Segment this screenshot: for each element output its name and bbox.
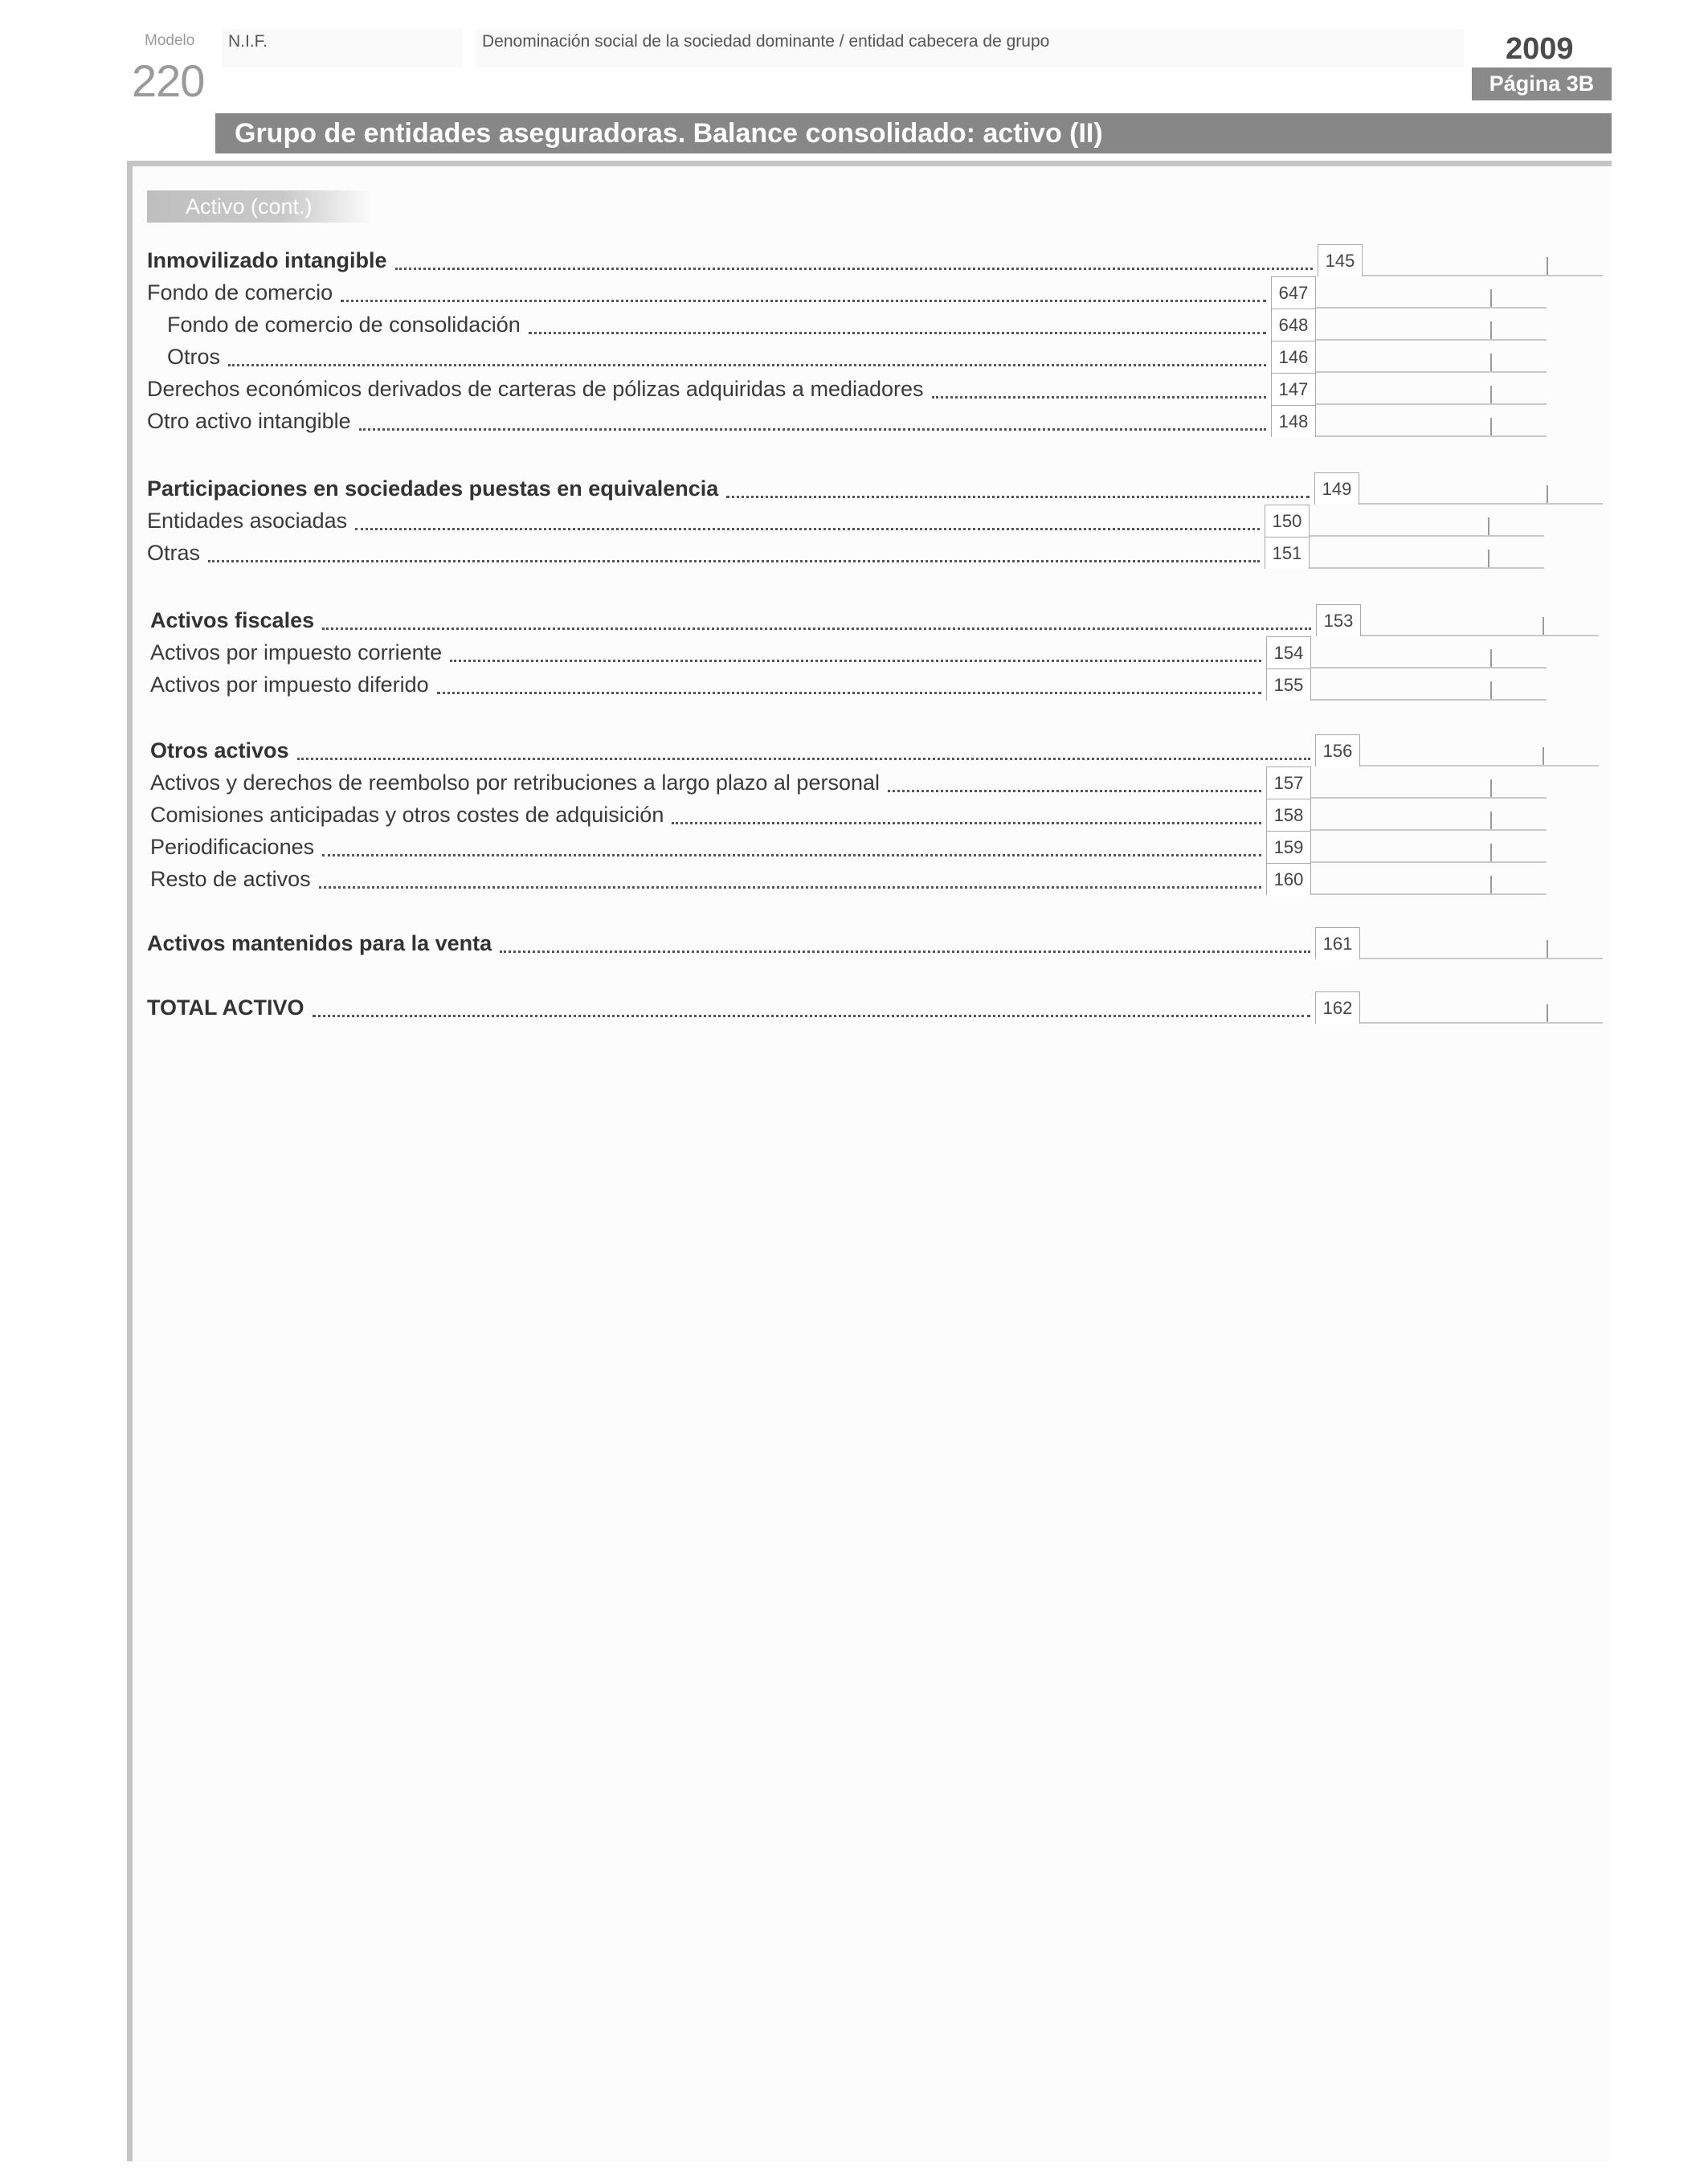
decimal-separator-tick	[1490, 321, 1492, 339]
form-row	[0, 472, 1708, 505]
form-year: 2009	[1506, 32, 1574, 66]
box-code: 647	[1271, 276, 1316, 309]
leader-dots	[726, 496, 1310, 498]
box-code: 159	[1266, 831, 1311, 863]
form-row	[0, 604, 1708, 636]
leader-dots	[437, 692, 1261, 694]
leader-dots	[297, 758, 1310, 760]
modelo-number: 220	[132, 55, 205, 106]
leader-dots	[932, 396, 1266, 399]
form-row	[0, 505, 1708, 537]
box-code: 153	[1316, 604, 1361, 636]
row-label: Activos por impuesto corriente	[150, 640, 443, 664]
row-label: Activos y derechos de reembolso por retribuciones a largo plazo al personal	[150, 771, 880, 795]
decimal-separator-tick	[1547, 1004, 1548, 1022]
box-code: 146	[1271, 341, 1316, 373]
box-code: 157	[1266, 767, 1311, 799]
decimal-separator-tick	[1490, 811, 1492, 829]
box-code: 648	[1271, 309, 1316, 341]
box-code: 160	[1266, 863, 1311, 895]
amount-field[interactable]	[1310, 567, 1544, 569]
decimal-separator-tick	[1547, 940, 1548, 958]
amount-field[interactable]	[1360, 1022, 1603, 1024]
form-row	[0, 831, 1708, 863]
row-label: Otros	[167, 345, 221, 369]
form-row	[0, 636, 1708, 668]
form-row	[0, 244, 1708, 276]
leader-dots	[450, 660, 1261, 662]
frame-left-border	[127, 161, 133, 2161]
leader-dots	[500, 950, 1310, 953]
amount-field[interactable]	[1311, 699, 1547, 701]
decimal-separator-tick	[1490, 681, 1492, 699]
leader-dots	[208, 560, 1260, 562]
leader-dots	[359, 428, 1266, 431]
decimal-separator-tick	[1547, 485, 1548, 503]
row-label: Participaciones en sociedades puestas en equivalencia	[147, 476, 719, 501]
form-row	[0, 537, 1708, 569]
section-tab-activo: Activo (cont.)	[147, 190, 372, 223]
leader-dots	[341, 300, 1266, 302]
decimal-separator-tick	[1490, 354, 1492, 371]
form-row	[0, 734, 1708, 767]
amount-field[interactable]	[1311, 893, 1547, 895]
form-row	[0, 341, 1708, 373]
row-label: Fondo de comercio	[147, 280, 333, 305]
form-row	[0, 405, 1708, 437]
row-label: Otro activo intangible	[147, 409, 351, 433]
leader-dots	[313, 1015, 1311, 1017]
page-badge: Página 3B	[1472, 67, 1612, 100]
box-code: 162	[1315, 991, 1360, 1024]
decimal-separator-tick	[1490, 289, 1492, 307]
box-code: 149	[1314, 472, 1359, 505]
form-body	[133, 166, 1612, 2161]
modelo-label: Modelo	[145, 32, 195, 49]
leader-dots	[322, 628, 1311, 630]
form-row	[0, 767, 1708, 799]
leader-dots	[319, 886, 1261, 889]
decimal-separator-tick	[1490, 779, 1492, 797]
row-label: Resto de activos	[150, 867, 311, 891]
box-code: 155	[1266, 668, 1311, 701]
decimal-separator-tick	[1490, 386, 1492, 403]
row-label: Activos fiscales	[150, 608, 315, 632]
form-row	[0, 276, 1708, 309]
row-label: Activos mantenidos para la venta	[147, 931, 492, 955]
row-label: Derechos económicos derivados de carteras de pólizas adquiridas a mediadores	[147, 377, 924, 401]
form-row	[0, 927, 1708, 959]
row-label: Fondo de comercio de consolidación	[167, 313, 521, 337]
row-label: Entidades asociadas	[147, 509, 348, 533]
decimal-separator-tick	[1490, 876, 1492, 893]
form-row	[0, 309, 1708, 341]
decimal-separator-tick	[1488, 550, 1489, 567]
box-code: 156	[1315, 734, 1360, 767]
form-row	[0, 799, 1708, 831]
decimal-separator-tick	[1543, 617, 1544, 635]
leader-dots	[322, 854, 1261, 856]
box-code: 154	[1266, 636, 1311, 668]
decimal-separator-tick	[1490, 649, 1492, 667]
box-code: 150	[1265, 505, 1310, 537]
leader-dots	[672, 822, 1261, 824]
page-title: Grupo de entidades aseguradoras. Balance consolidado: activo (II)	[215, 113, 1612, 153]
row-label: Activos por impuesto diferido	[150, 672, 429, 697]
box-code: 151	[1265, 537, 1310, 569]
denominacion-label: Denominación social de la sociedad dominante / entidad cabecera de grupo	[482, 32, 1050, 51]
decimal-separator-tick	[1490, 844, 1492, 861]
decimal-separator-tick	[1547, 257, 1548, 275]
amount-field[interactable]	[1360, 958, 1603, 959]
leader-dots	[228, 364, 1266, 366]
leader-dots	[888, 790, 1261, 792]
nif-label: N.I.F.	[228, 32, 268, 51]
amount-field[interactable]	[1316, 435, 1547, 437]
row-label: Periodificaciones	[150, 835, 315, 859]
form-row	[0, 863, 1708, 895]
box-code: 161	[1315, 927, 1360, 959]
row-label: Comisiones anticipadas y otros costes de adquisición	[150, 803, 664, 827]
box-code: 148	[1271, 405, 1316, 437]
decimal-separator-tick	[1488, 517, 1489, 535]
row-label: Otras	[147, 541, 201, 565]
frame-top-border	[127, 161, 1612, 166]
box-code: 145	[1318, 244, 1363, 276]
row-label: Otros activos	[150, 738, 289, 762]
row-label: Inmovilizado intangible	[147, 248, 387, 272]
decimal-separator-tick	[1490, 418, 1492, 435]
leader-dots	[529, 332, 1266, 334]
form-row	[0, 991, 1708, 1024]
row-label: TOTAL ACTIVO	[147, 995, 304, 1020]
box-code: 147	[1271, 373, 1316, 405]
form-row	[0, 668, 1708, 701]
decimal-separator-tick	[1543, 747, 1544, 765]
leader-dots	[395, 268, 1313, 270]
box-code: 158	[1266, 799, 1311, 831]
form-row	[0, 373, 1708, 405]
leader-dots	[355, 528, 1260, 530]
